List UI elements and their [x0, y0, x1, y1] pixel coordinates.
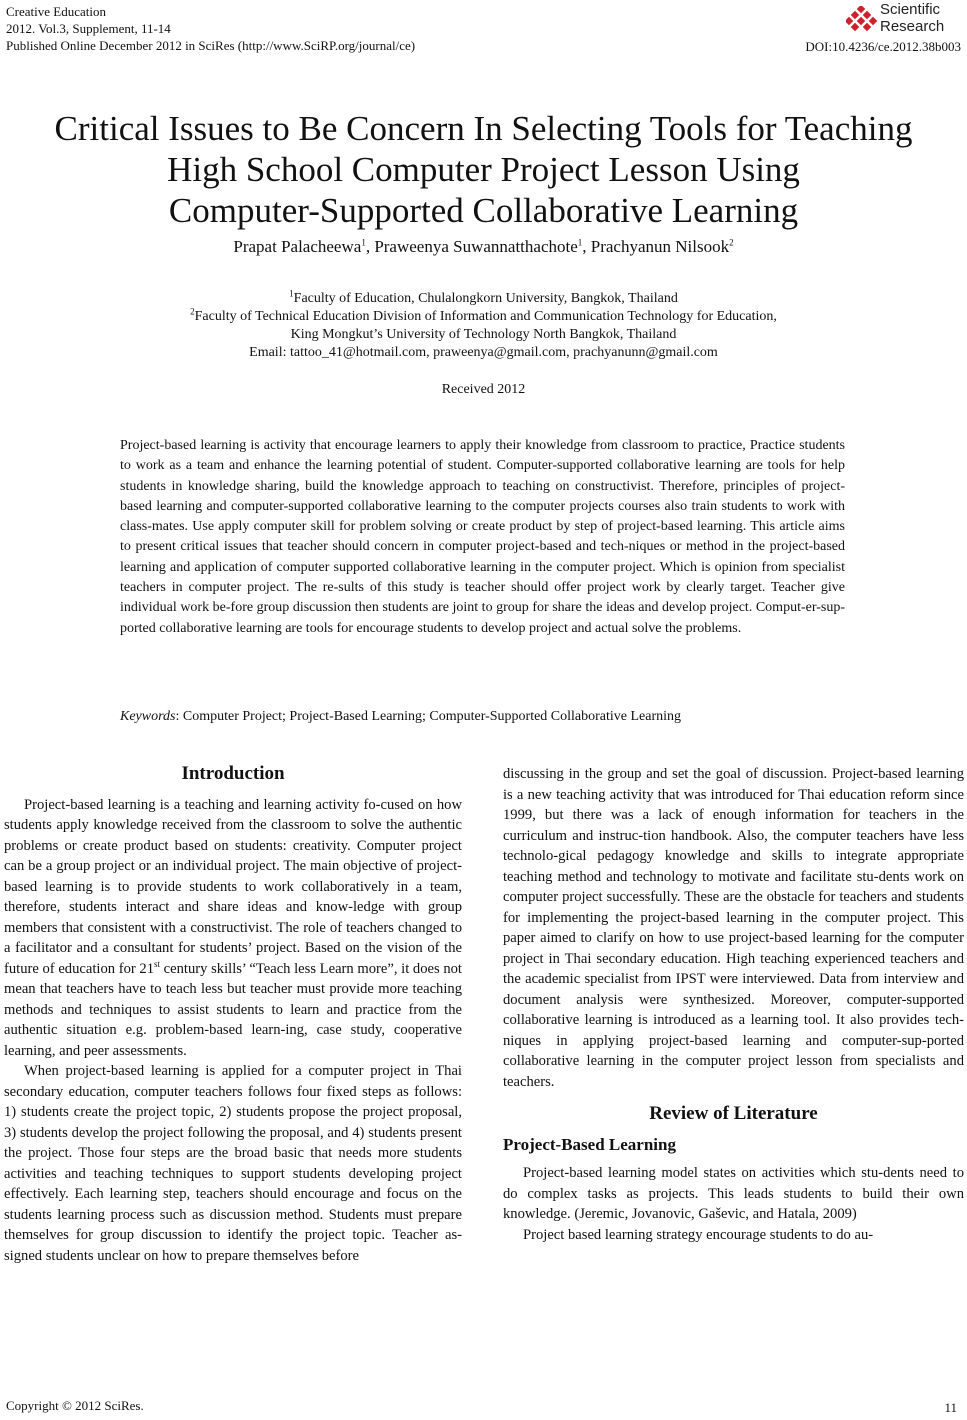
logo-text-line2: Research	[880, 18, 945, 35]
scientific-research-logo-icon	[846, 6, 878, 34]
affiliations	[0, 290, 967, 362]
doi: DOI:10.4236/ce.2012.38b003	[805, 39, 961, 54]
journal-volume: 2012. Vol.3, Supplement, 11-14	[6, 21, 171, 36]
affiliation-2: Faculty of Technical Education Division of Information and Communication Technology for Education,	[194, 309, 777, 324]
page-number: 11	[944, 1400, 957, 1415]
journal-header	[6, 3, 415, 54]
author-2: Praweenya Suwannatthachote	[374, 237, 578, 256]
introduction-heading: Introduction	[181, 763, 285, 784]
affiliation-2-marker: 2	[190, 306, 195, 317]
publication-info: Published Online December 2012 in SciRes (http://www.SciRP.org/journal/ce)	[6, 38, 416, 53]
intro-paragraph-1-part-b: century skills’ “Teach less Learn more”, it does not mean that teachers have to teach less but teacher must provide more teaching methods and techniques to assist students to learn and practice from the authentic situation e.g. problem-based learn-ing, case study, cooperative learning, and peer assessments.	[4, 960, 462, 1059]
intro-paragraph-continued: discussing in the group and set the goal of discussion. Project-based learning is a new teaching activity that was introduced for Thai education reform since 1999, but there was a lack of enough information for teachers in the curriculum and instruc-tion handbook. Also, the computer teachers have less technolo-gical pedagogy knowledge and skills to integrate appropriate teaching method and technology to motivate and facilitate stu-dents work on computer project successfully. These are the obstacle for teachers and students for implementing the project-based learning in the computer project. This paper aimed to clarify on how to use project-based learning for the computer project in Thai secondary education. High teaching experienced teachers and the academic specialist from IPST were interviewed. Data from interview and document analysis were synthesized. Moreover, computer-supported collaborative learning is introduced as a learning tool. It also provides tech-niques in applying project-based learning and computer-sup-ported collaborative learning in the computer project lesson from specialists and teachers.	[503, 766, 964, 1090]
received-date: Received 2012	[441, 382, 526, 397]
intro-paragraph-2: When project-based learning is applied for a computer project in Thai secondary education, computer teachers follows four fixed steps as follows: 1) students create the project topic, 2) students propose the project proposal, 3) students develop the project following the proposal, and 4) students present the project. Those four steps are the broad basic that needs more students activities and teaching techniques to support students developing project effectively. Each learning step, teachers should encourage and focus on the students learning process such as discussion method. Students must prepare themselves for group discussion to identify the project topic. Teacher as-signed students unclear on how to prepare themselves before	[4, 1063, 462, 1264]
journal-name: Creative Education	[6, 4, 106, 19]
intro-paragraph-1-part-a: Project-based learning is a teaching and learning activity fo-cused on how students apply knowledge received from the classroom to solve the authentic problems or create product based on students: creativity. Computer project can be a group project or an individual project. The main objective of project-based learning is to provide students to work collaboratively in a team, therefore, students interact and share ideas and know-ledge with group members that consistent with a constructivist. The role of teachers changed to a facilitator and a consultant for students’ project. Based on the vision of the future of education for 21	[4, 796, 462, 977]
author-list: Prapat Palacheewa$^1$, Praweenya Suwannatthachote$^1$, Prachyanun Nilsook$^2$	[233, 237, 734, 256]
keywords	[120, 709, 845, 725]
left-column	[4, 762, 462, 1266]
keywords-label: Keywords	[120, 709, 176, 724]
paper-title	[0, 108, 967, 231]
intro-paragraph-1	[4, 795, 462, 1062]
author-1: Prapat Palacheewa	[233, 237, 362, 256]
author-emails: Email: tattoo_41@hotmail.com, praweenya@gmail.com, prachyanunn@gmail.com	[249, 345, 718, 360]
author-3: Prachyanun Nilsook	[590, 237, 730, 256]
intro-superscript: st	[154, 958, 161, 969]
title-line-1: Critical Issues to Be Concern In Selecting Tools for Teaching	[54, 109, 913, 148]
abstract: Project-based learning is activity that encourage learners to apply their knowledge from classroom to practice, Practice students to work as a team and enhance the learning potential of student. Computer-supported collaborative learning are tools for help students in knowledge sharing, build the knowledge approach to teaching on constructivist. Therefore, principles of project-based learning and computer-supported collaborative learning to the computer projects courses also train students to work with class-mates. Use apply computer skill for problem solving or create product by step of project-based learning. This article aims to present critical issues that teacher should concern in computer project-based and tech-niques or method in the project-based learning and application of computer supported collaborative learning in the computer project. Which is opinion from specialist teachers in computer project. The re-sults of this study is teacher should offer project work by clearly target. Teacher give individual work be-fore group discussion then students are joint to group for share the ideas and develop project. Comput-er-sup- ported collaborative learning are tools for encourage students to develop project and actual solve the problems.	[120, 438, 845, 636]
author-3-affiliation: 2	[729, 237, 734, 248]
review-heading: Review of Literature	[649, 1103, 818, 1124]
affiliation-1: Faculty of Education, Chulalongkorn University, Bangkok, Thailand	[293, 291, 678, 306]
logo-text-line1: Scientific	[880, 1, 941, 18]
affiliation-1-marker: 1	[289, 288, 294, 299]
affiliation-2-continued: King Mongkut’s University of Technology North Bangkok, Thailand	[290, 327, 677, 342]
keywords-text: : Computer Project; Project-Based Learning; Computer-Supported Collaborative Learning	[175, 709, 682, 724]
pbl-paragraph-2: Project based learning strategy encourage students to do au-	[523, 1226, 874, 1243]
pbl-heading: Project-Based Learning	[503, 1134, 676, 1154]
publisher-logo	[846, 2, 961, 38]
title-line-3: Computer-Supported Collaborative Learning	[168, 191, 799, 230]
title-line-2: High School Computer Project Lesson Using	[167, 150, 800, 189]
author-1-affiliation: 1	[361, 237, 366, 248]
pbl-paragraph-1: Project-based learning model states on activities which stu-dents need to do complex tasks as projects. This leads students to build their own knowledge. (Jeremic, Jovanovic, Gaševic, and Hatala, 2009)	[503, 1165, 964, 1222]
copyright: Copyright © 2012 SciRes.	[6, 1398, 144, 1413]
right-column	[503, 764, 964, 1245]
author-2-affiliation: 1	[577, 237, 583, 248]
